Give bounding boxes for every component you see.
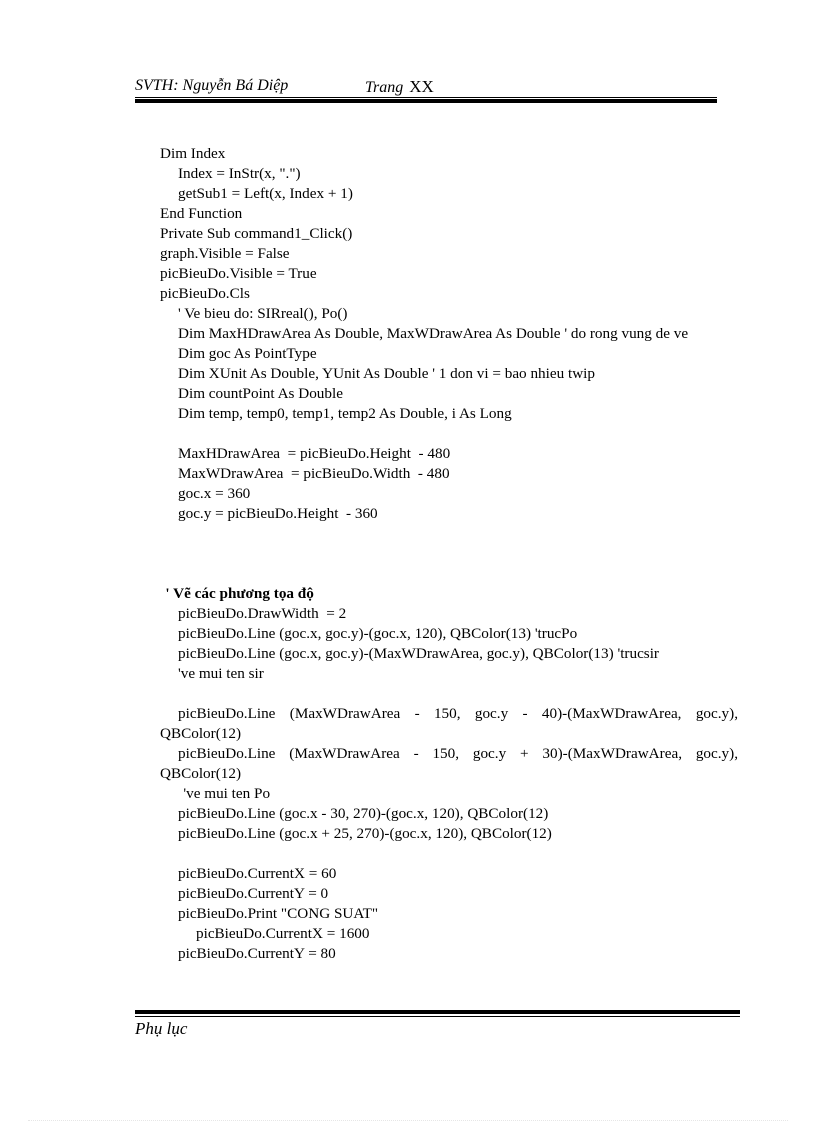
code-line: picBieuDo.Print "CONG SUAT"	[178, 905, 379, 922]
code-line: ' Ve bieu do: SIRreal(), Po()	[178, 305, 348, 322]
page-footer: Phụ lục	[135, 1019, 188, 1038]
code-line: Dim XUnit As Double, YUnit As Double ' 1 don vi = bao nhieu twip	[178, 365, 595, 382]
code-line: picBieuDo.Cls	[160, 285, 250, 302]
code-line: picBieuDo.Line (goc.x - 30, 270)-(goc.x, 120), QBColor(12)	[178, 805, 549, 822]
code-line	[160, 424, 738, 444]
code-line	[160, 844, 738, 864]
page-header	[135, 77, 717, 97]
code-line: 've mui ten sir	[178, 665, 264, 682]
code-line	[160, 524, 738, 544]
header-page-label	[365, 77, 434, 97]
code-line: picBieuDo.Line (goc.x, goc.y)-(MaxWDrawArea, goc.y), QBColor(13) 'trucsir	[178, 645, 659, 662]
code-line: picBieuDo.Line (goc.x, goc.y)-(goc.x, 120), QBColor(13) 'trucPo	[178, 625, 578, 642]
code-line: 've mui ten Po	[183, 785, 271, 802]
code-line: getSub1 = Left(x, Index + 1)	[178, 185, 353, 202]
code-line	[160, 564, 738, 584]
code-line: MaxHDrawArea = picBieuDo.Height - 480	[178, 445, 451, 462]
code-line: picBieuDo.CurrentY = 0	[178, 885, 329, 902]
code-line: Dim MaxHDrawArea As Double, MaxWDrawArea As Double ' do rong vung de ve	[178, 325, 689, 342]
code-line: Dim Index	[160, 145, 226, 162]
code-line: picBieuDo.DrawWidth = 2	[178, 605, 347, 622]
code-line: picBieuDo.Line (MaxWDrawArea - 150, goc.y - 40)-(MaxWDrawArea, goc.y), QBColor(12)	[160, 705, 738, 742]
header-rule-thin	[135, 97, 717, 98]
code-line: picBieuDo.CurrentX = 1600	[196, 925, 370, 942]
code-line: goc.x = 360	[178, 485, 251, 502]
footer-rule-thin	[135, 1016, 740, 1017]
code-line	[160, 544, 738, 564]
code-line: graph.Visible = False	[160, 245, 290, 262]
code-line: ' Vẽ các phương tọa độ	[165, 585, 314, 602]
code-line: picBieuDo.CurrentY = 80	[178, 945, 336, 962]
page-bottom-divider	[28, 1120, 788, 1121]
header-author: SVTH: Nguyễn Bá Diệp	[135, 77, 289, 94]
header-rule-thick	[135, 99, 717, 103]
code-line: End Function	[160, 205, 243, 222]
code-line: picBieuDo.Line (MaxWDrawArea - 150, goc.y + 30)-(MaxWDrawArea, goc.y), QBColor(12)	[160, 745, 738, 782]
code-line: Dim countPoint As Double	[178, 385, 343, 402]
code-line: picBieuDo.Visible = True	[160, 265, 317, 282]
code-line: picBieuDo.Line (goc.x + 25, 270)-(goc.x, 120), QBColor(12)	[178, 825, 552, 842]
header-page-number: XX	[409, 77, 434, 96]
code-line: Private Sub command1_Click()	[160, 225, 353, 242]
code-listing	[160, 144, 738, 964]
code-line: Dim goc As PointType	[178, 345, 317, 362]
code-line: MaxWDrawArea = picBieuDo.Width - 480	[178, 465, 450, 482]
code-line: goc.y = picBieuDo.Height - 360	[178, 505, 378, 522]
code-line: Dim temp, temp0, temp1, temp2 As Double, i As Long	[178, 405, 512, 422]
code-line: picBieuDo.CurrentX = 60	[178, 865, 337, 882]
code-line	[160, 684, 738, 704]
footer-rule-thick	[135, 1010, 740, 1014]
code-line: Index = InStr(x, ".")	[178, 165, 301, 182]
header-page-word: Trang	[365, 79, 404, 96]
